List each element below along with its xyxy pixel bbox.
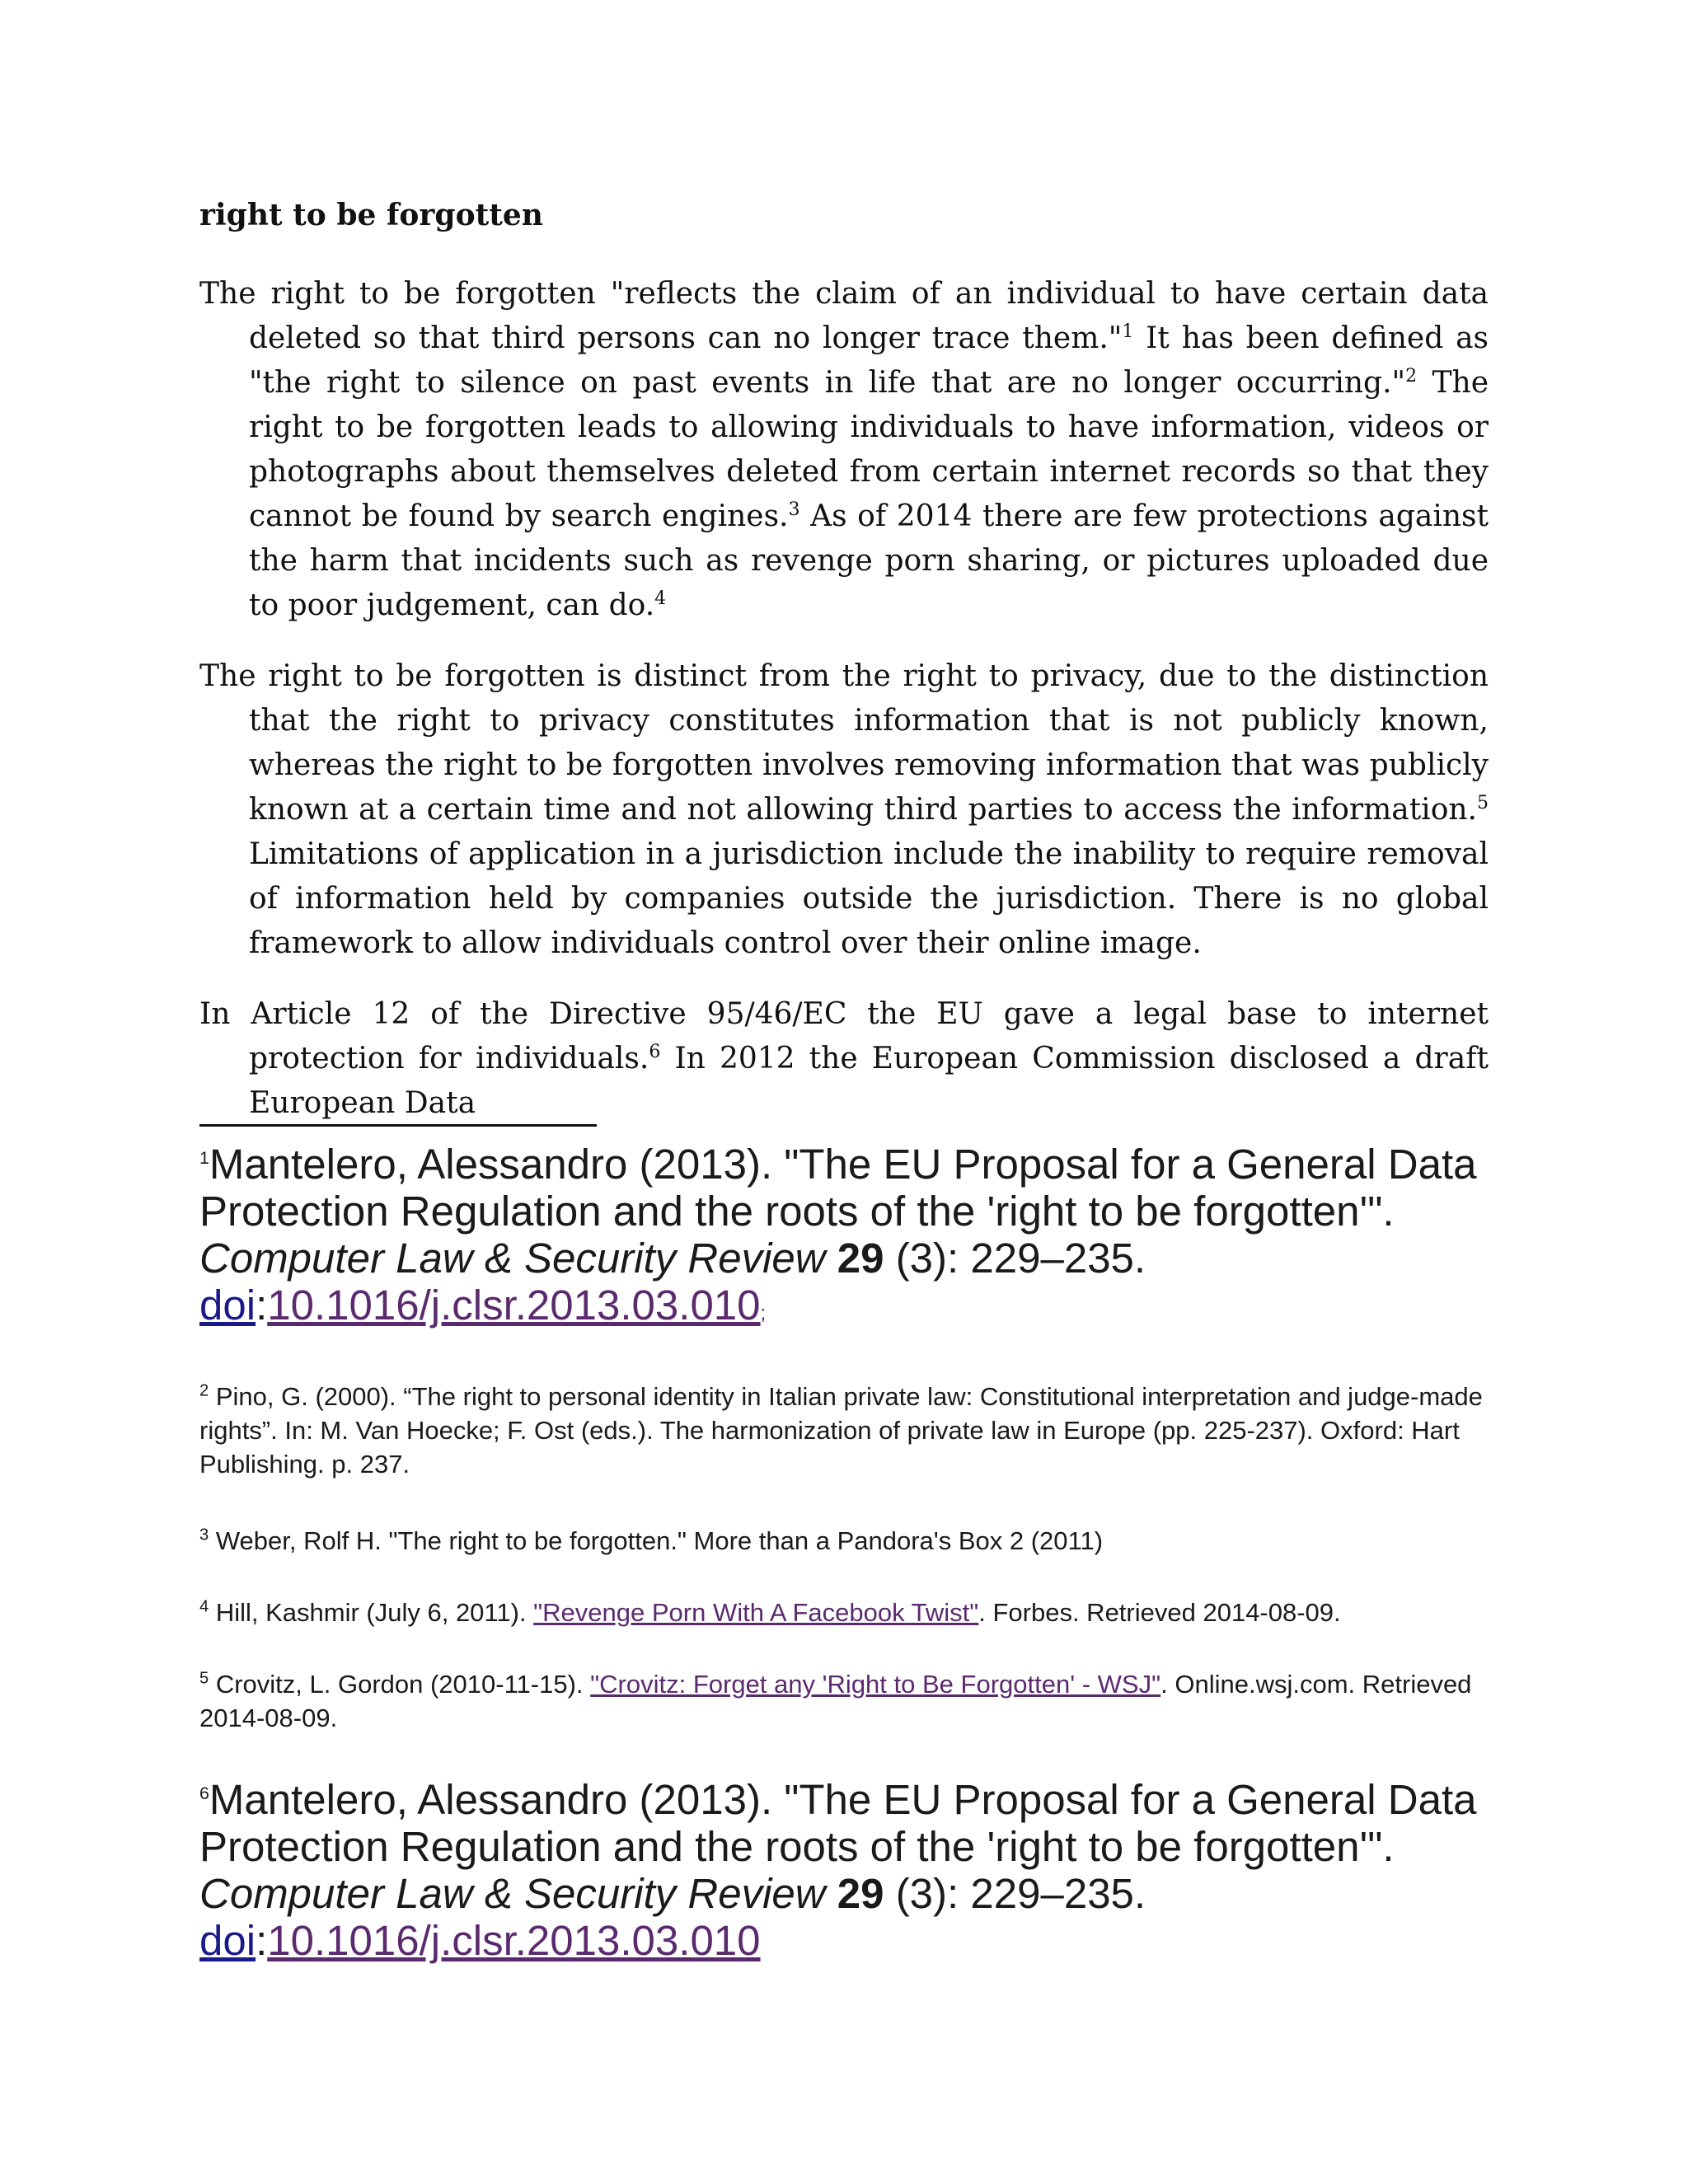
paragraph-3: In Article 12 of the Directive 95/46/EC the EU gave a legal base to internet protection for individuals.$^6$ In 2012 the European Commission disclosed a draft European Data: [199, 997, 1489, 1120]
footnote-4: $^4$ Hill, Kashmir (July 6, 2011). "Revenge Porn With A Facebook Twist". Forbes. Retrieved 2014-08-09.: [199, 1597, 1341, 1627]
footnote-6: $^6$Mantelero, Alessandro (2013). "The EU Proposal for a General Data Protection Regulation and the roots of the 'right to be forgotten'". Computer Law & Security Review 29 (3): 229–235. doi:10.1016/j.clsr.2013.03.010: [199, 1776, 1477, 1964]
article-link[interactable]: "Crovitz: Forget any 'Right to Be Forgotten' - WSJ": [590, 1670, 1161, 1699]
journal-volume: 29: [837, 1235, 884, 1282]
footnote-ref-1[interactable]: 1: [1122, 321, 1134, 342]
footnote-2: $^2$ Pino, G. (2000). “The right to personal identity in Italian private law: Constitutional interpretation and judge-made rights”. In: M. Van Hoecke; F. Ost (eds.). The harmonization of private law in Europe (pp. 225-237). Oxford: Hart Publishing. p. 237.: [199, 1381, 1483, 1479]
footnote-ref-5[interactable]: 5: [1477, 793, 1489, 813]
footnote-5: $^5$ Crovitz, L. Gordon (2010-11-15). "Crovitz: Forget any 'Right to Be Forgotten' - WSJ". Online.wsj.com. Retrieved 2014-08-09.: [199, 1669, 1472, 1732]
journal-volume: 29: [837, 1870, 884, 1917]
body-text: [199, 272, 1489, 1126]
footnote-ref-4[interactable]: 4: [654, 588, 667, 609]
footnote-ref-3[interactable]: 3: [788, 499, 800, 520]
trailing-semicolon: ;: [760, 1302, 767, 1324]
paragraph-1: The right to be forgotten "reflects the claim of an individual to have certain data deleted so that third persons can no longer trace them."$^1$ It has been defined as "the right to silence on past events in life that are no longer occurring."$^2$ The right to be forgotten leads to allowing individuals to have information, videos or photographs about themselves deleted from certain internet records so that they cannot be found by search engines.$^3$ As of 2014 there are few protections against the harm that incidents such as revenge porn sharing, or pictures uploaded due to poor judgement, can do.$^4$: [199, 277, 1489, 622]
article-link[interactable]: "Revenge Porn With A Facebook Twist": [533, 1598, 979, 1627]
footnote-number: 2: [199, 1381, 209, 1400]
journal-title: Computer Law & Security Review: [199, 1235, 826, 1282]
footnote-number: 6: [199, 1783, 209, 1803]
section-heading: right to be forgotten: [199, 198, 543, 232]
footnote-number: 3: [199, 1526, 209, 1544]
footnote-ref-2[interactable]: 2: [1405, 366, 1418, 387]
doi-value-link[interactable]: 10.1016/j.clsr.2013.03.010: [267, 1282, 761, 1329]
footnote-3: $^3$ Weber, Rolf H. "The right to be forgotten." More than a Pandora's Box 2 (2011): [199, 1526, 1104, 1555]
footnote-ref-6[interactable]: 6: [649, 1042, 661, 1062]
footnote-number: 4: [199, 1597, 209, 1616]
footnote-number: 1: [199, 1148, 209, 1168]
footnotes: [199, 1141, 1502, 1964]
doi-link[interactable]: doi: [199, 1917, 256, 1964]
footnote-separator: [199, 1124, 597, 1127]
paragraph-2: The right to be forgotten is distinct from the right to privacy, due to the distinction that the right to privacy constitutes information that is not publicly known, whereas the right to be forgotten involves removing information that was publicly known at a certain time and not allowing third parties to access the information.$^5$ Limitations of application in a jurisdiction include the inability to require removal of information held by companies outside the jurisdiction. There is no global framework to allow individuals control over their online image.: [199, 659, 1489, 960]
footnote-number: 5: [199, 1669, 209, 1688]
doi-link[interactable]: doi: [199, 1282, 256, 1329]
doi-value-link[interactable]: 10.1016/j.clsr.2013.03.010: [267, 1917, 761, 1964]
journal-title: Computer Law & Security Review: [199, 1870, 826, 1917]
footnote-1: $^1$Mantelero, Alessandro (2013). "The EU Proposal for a General Data Protection Regulation and the roots of the 'right to be forgotten'". Computer Law & Security Review 29 (3): 229–235. doi:10.1016/j.clsr.2013.03.010;: [199, 1141, 1477, 1329]
